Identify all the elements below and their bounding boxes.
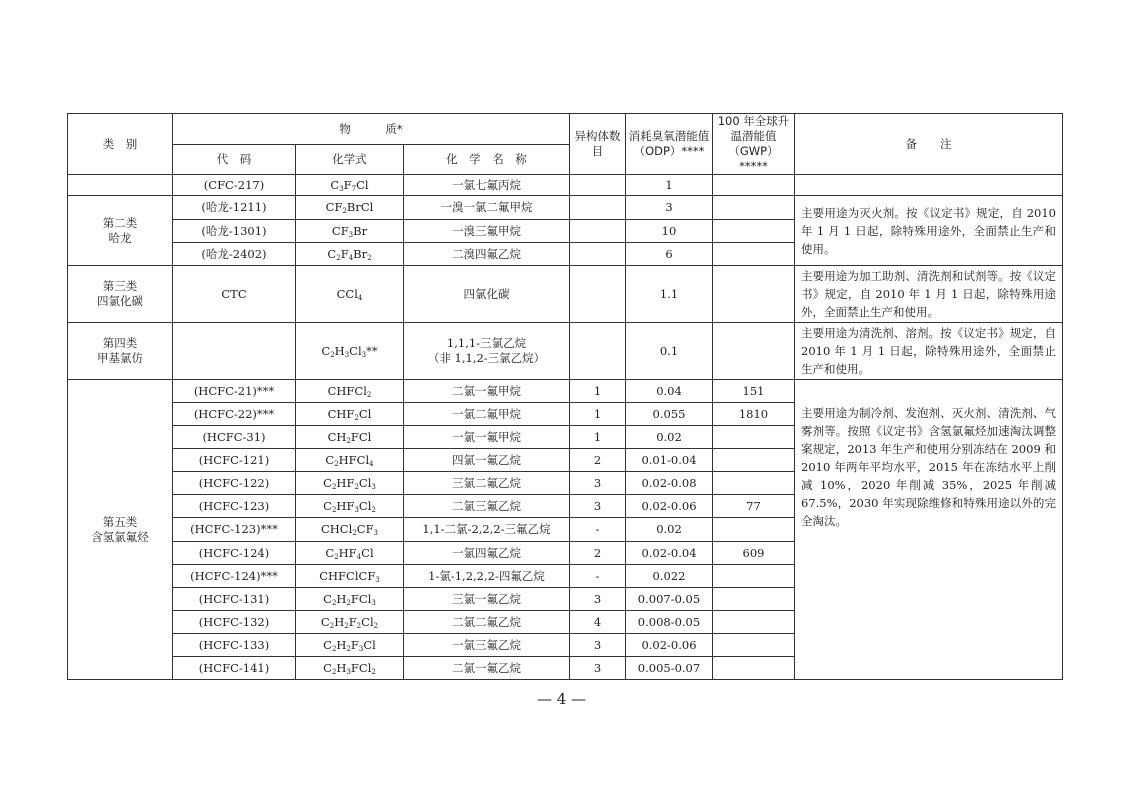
remarks-cell: 主要用途为加工助剂、清洗剂和试剂等。按《议定书》规定，自 2010 年 1 月 1 日起，除特殊用途外，全面禁止生产和使用。 bbox=[795, 266, 1063, 323]
substance-table bbox=[67, 113, 1063, 680]
gwp-cell: 77 bbox=[713, 495, 795, 518]
formula-subscript: 4 bbox=[348, 253, 354, 262]
chem-name-cell: 四氯化碳 bbox=[404, 266, 570, 323]
odp-cell: 0.022 bbox=[626, 565, 713, 588]
odp-cell: 0.04 bbox=[626, 380, 713, 403]
formula-text: H bbox=[334, 614, 345, 629]
isomers-cell: 3 bbox=[570, 495, 626, 518]
chem-name-cell: 二氯一氟乙烷 bbox=[404, 657, 570, 680]
formula-subscript: 2 bbox=[336, 253, 341, 262]
formula-text: H bbox=[336, 591, 347, 606]
formula-text: FCl bbox=[350, 591, 372, 606]
formula-text: Cl bbox=[363, 637, 376, 652]
category-cell: 第五类 含氢氯氟烃 bbox=[68, 380, 173, 680]
formula-subscript: 2 bbox=[366, 390, 372, 399]
gwp-cell bbox=[713, 449, 795, 472]
chem-name-cell: 一溴三氟甲烷 bbox=[404, 220, 570, 243]
formula-cell bbox=[296, 220, 404, 243]
gwp-cell: 1810 bbox=[713, 403, 795, 426]
formula-subscript: 2 bbox=[346, 644, 351, 653]
code-cell: (哈龙-2402) bbox=[173, 243, 296, 266]
formula-text: C bbox=[323, 591, 332, 606]
table-row bbox=[68, 380, 1063, 403]
chem-name-cell: 1,1,1-三氯乙烷 （非 1,1,2-三氯乙烷） bbox=[404, 323, 570, 380]
formula-subscript: 3 bbox=[375, 575, 380, 584]
formula-subscript: 3 bbox=[371, 598, 376, 607]
odp-cell: 10 bbox=[626, 220, 713, 243]
category-cell: 第三类 四氯化碳 bbox=[68, 266, 173, 323]
formula-text: Br bbox=[353, 246, 368, 261]
formula-text: F bbox=[343, 177, 352, 192]
gwp-cell bbox=[713, 657, 795, 680]
formula-text: F bbox=[340, 246, 349, 261]
formula-text: C bbox=[323, 660, 332, 675]
code-cell: CTC bbox=[173, 266, 296, 323]
code-cell: (HCFC-131) bbox=[173, 588, 296, 611]
formula-subscript: 2 bbox=[354, 482, 359, 491]
formula-cell bbox=[296, 266, 404, 323]
formula-text: C bbox=[327, 246, 337, 261]
formula-subscript: 2 bbox=[329, 621, 335, 630]
code-cell: (HCFC-122) bbox=[173, 472, 296, 495]
formula-cell bbox=[296, 634, 404, 657]
isomers-cell: 4 bbox=[570, 611, 626, 634]
formula-subscript: 4 bbox=[357, 293, 363, 302]
formula-subscript: 2 bbox=[334, 459, 339, 468]
formula-text: HF bbox=[336, 475, 355, 490]
isomers-cell: 1 bbox=[570, 403, 626, 426]
header-odp: 消耗臭氧潜能值（ODP）**** bbox=[626, 114, 713, 175]
formula-text: C bbox=[325, 452, 335, 467]
odp-cell: 0.02-0.08 bbox=[626, 472, 713, 495]
chem-name-cell: 二溴四氟乙烷 bbox=[404, 243, 570, 266]
formula-subscript: 3 bbox=[371, 482, 376, 491]
odp-cell: 0.02-0.06 bbox=[626, 495, 713, 518]
formula-text: Cl bbox=[349, 343, 362, 358]
gwp-cell bbox=[713, 588, 795, 611]
chem-name-cell: 二氯三氟乙烷 bbox=[404, 495, 570, 518]
formula-text: C bbox=[325, 545, 335, 560]
formula-text: FCl bbox=[350, 660, 372, 675]
odp-cell: 1.1 bbox=[626, 266, 713, 323]
isomers-cell bbox=[570, 220, 626, 243]
isomers-cell: 3 bbox=[570, 657, 626, 680]
odp-cell: 0.008-0.05 bbox=[626, 611, 713, 634]
gwp-cell bbox=[713, 426, 795, 449]
odp-cell: 0.02 bbox=[626, 426, 713, 449]
formula-subscript: 2 bbox=[346, 598, 351, 607]
formula-cell bbox=[296, 565, 404, 588]
formula-subscript: 3 bbox=[344, 350, 350, 359]
odp-cell: 6 bbox=[626, 243, 713, 266]
formula-text: CF bbox=[331, 223, 349, 238]
odp-cell: 0.1 bbox=[626, 323, 713, 380]
formula-text: CF bbox=[356, 522, 374, 536]
code-cell: (HCFC-121) bbox=[173, 449, 296, 472]
formula-subscript: 2 bbox=[371, 667, 376, 676]
formula-cell bbox=[296, 588, 404, 611]
formula-text: HF bbox=[336, 498, 355, 513]
table-row bbox=[68, 323, 1063, 380]
chem-name-cell: 三氯二氟乙烷 bbox=[404, 472, 570, 495]
odp-cell: 3 bbox=[626, 196, 713, 220]
isomers-cell bbox=[570, 175, 626, 196]
formula-text: CHFCl bbox=[327, 383, 367, 398]
category-cell: 第二类 哈龙 bbox=[68, 196, 173, 266]
formula-text: C bbox=[323, 475, 332, 490]
code-cell: (CFC-217) bbox=[173, 175, 296, 196]
code-cell: (哈龙-1211) bbox=[173, 196, 296, 220]
code-cell: (HCFC-141) bbox=[173, 657, 296, 680]
formula-text: FCl bbox=[350, 429, 372, 444]
formula-text: ** bbox=[366, 343, 378, 358]
formula-subscript: 2 bbox=[331, 667, 337, 676]
formula-text: CHFClCF bbox=[319, 568, 376, 583]
chem-name-cell: 一氯七氟丙烷 bbox=[404, 175, 570, 196]
header-category: 类 别 bbox=[68, 114, 173, 175]
formula-subscript: 3 bbox=[373, 529, 379, 537]
formula-subscript: 2 bbox=[330, 350, 335, 359]
gwp-cell bbox=[713, 175, 795, 196]
isomers-cell: - bbox=[570, 518, 626, 542]
formula-text: F bbox=[350, 637, 359, 652]
isomers-cell: 3 bbox=[570, 634, 626, 657]
chem-name-cell: 一氯一氟甲烷 bbox=[404, 426, 570, 449]
formula-text: F bbox=[348, 614, 357, 629]
formula-subscript: 2 bbox=[344, 621, 349, 630]
isomers-cell: 3 bbox=[570, 588, 626, 611]
chem-name-cell: 一溴一氯二氟甲烷 bbox=[404, 196, 570, 220]
formula-subscript: 3 bbox=[339, 184, 344, 193]
header-remarks: 备 注 bbox=[795, 114, 1063, 175]
formula-cell bbox=[296, 426, 404, 449]
code-cell: (HCFC-123) bbox=[173, 495, 296, 518]
formula-subscript: 2 bbox=[373, 621, 379, 630]
odp-cell: 0.005-0.07 bbox=[626, 657, 713, 680]
formula-text: BrCl bbox=[346, 200, 374, 214]
formula-subscript: 2 bbox=[367, 253, 372, 262]
isomers-cell: 2 bbox=[570, 542, 626, 565]
formula-subscript: 4 bbox=[369, 459, 374, 468]
formula-subscript: 2 bbox=[331, 505, 337, 514]
table-row bbox=[68, 175, 1063, 196]
formula-subscript: 2 bbox=[331, 598, 337, 607]
formula-text: Cl bbox=[361, 545, 374, 560]
header-chem-name: 化 学 名 称 bbox=[404, 145, 570, 175]
formula-subscript: 2 bbox=[371, 505, 376, 514]
formula-text: Br bbox=[353, 223, 368, 238]
chem-name-cell: 四氯一氟乙烷 bbox=[404, 449, 570, 472]
code-cell: (HCFC-31) bbox=[173, 426, 296, 449]
odp-cell: 0.055 bbox=[626, 403, 713, 426]
formula-subscript: 2 bbox=[356, 621, 362, 630]
formula-subscript: 3 bbox=[348, 230, 354, 239]
gwp-cell bbox=[713, 634, 795, 657]
formula-cell bbox=[296, 611, 404, 634]
formula-subscript: 2 bbox=[334, 552, 339, 561]
category-cell: 第四类 甲基氯仿 bbox=[68, 323, 173, 380]
formula-text: Cl bbox=[358, 475, 372, 490]
formula-cell bbox=[296, 657, 404, 680]
code-cell: (HCFC-123)*** bbox=[173, 518, 296, 542]
odp-cell: 0.007-0.05 bbox=[626, 588, 713, 611]
gwp-cell bbox=[713, 565, 795, 588]
formula-subscript: 4 bbox=[356, 552, 362, 561]
gwp-cell bbox=[713, 611, 795, 634]
formula-cell bbox=[296, 403, 404, 426]
code-cell: (哈龙-1301) bbox=[173, 220, 296, 243]
formula-subscript: 7 bbox=[351, 184, 357, 193]
header-isomers: 异构体数目 bbox=[570, 114, 626, 175]
chem-name-cell: 二氯一氟甲烷 bbox=[404, 380, 570, 403]
chem-name-cell: 二氯二氟乙烷 bbox=[404, 611, 570, 634]
formula-cell bbox=[296, 518, 404, 542]
remarks-cell: 主要用途为灭火剂。按《议定书》规定，自 2010 年 1 月 1 日起，除特殊用途外，全面禁止生产和使用。 bbox=[795, 196, 1063, 266]
formula-text: Cl bbox=[356, 177, 369, 192]
formula-cell bbox=[296, 380, 404, 403]
formula-subscript: 2 bbox=[354, 413, 359, 422]
formula-subscript: 2 bbox=[331, 482, 337, 491]
formula-cell bbox=[296, 323, 404, 380]
formula-text: Cl bbox=[358, 406, 372, 421]
code-cell: (HCFC-22)*** bbox=[173, 403, 296, 426]
isomers-cell: 1 bbox=[570, 380, 626, 403]
code-cell: (HCFC-124) bbox=[173, 542, 296, 565]
isomers-cell: - bbox=[570, 565, 626, 588]
category-cell bbox=[68, 175, 173, 196]
odp-cell: 1 bbox=[626, 175, 713, 196]
isomers-cell: 3 bbox=[570, 472, 626, 495]
formula-text: C bbox=[323, 498, 332, 513]
formula-subscript: 3 bbox=[361, 350, 367, 359]
formula-text: H bbox=[336, 637, 347, 652]
chem-name-cell: 1-氯-1,2,2,2-四氟乙烷 bbox=[404, 565, 570, 588]
gwp-cell bbox=[713, 266, 795, 323]
chem-name-cell: 一氯二氟甲烷 bbox=[404, 403, 570, 426]
gwp-cell: 151 bbox=[713, 380, 795, 403]
gwp-cell bbox=[713, 243, 795, 266]
formula-subscript: 3 bbox=[354, 505, 359, 514]
formula-text: CH bbox=[327, 429, 347, 444]
gwp-cell bbox=[713, 220, 795, 243]
formula-subscript: 2 bbox=[342, 207, 347, 215]
formula-cell bbox=[296, 495, 404, 518]
formula-text: H bbox=[336, 660, 347, 675]
formula-text: HF bbox=[338, 545, 357, 560]
formula-subscript: 3 bbox=[346, 667, 351, 676]
code-cell: (HCFC-124)*** bbox=[173, 565, 296, 588]
formula-text: CF bbox=[325, 200, 343, 214]
remarks-cell bbox=[795, 175, 1063, 196]
formula-subscript: 2 bbox=[331, 644, 337, 653]
gwp-cell bbox=[713, 518, 795, 542]
chem-name-cell: 一氯四氟乙烷 bbox=[404, 542, 570, 565]
formula-text: CHCl bbox=[320, 522, 353, 536]
formula-text: HFCl bbox=[338, 452, 370, 467]
isomers-cell bbox=[570, 243, 626, 266]
formula-text: Cl bbox=[358, 498, 372, 513]
isomers-cell bbox=[570, 266, 626, 323]
code-cell: (HCFC-132) bbox=[173, 611, 296, 634]
gwp-cell: 609 bbox=[713, 542, 795, 565]
gwp-cell bbox=[713, 472, 795, 495]
formula-text: C bbox=[321, 343, 331, 358]
chem-name-cell: 1,1-二氯-2,2,2-三氟乙烷 bbox=[404, 518, 570, 542]
formula-text: CHF bbox=[327, 406, 355, 421]
chem-name-cell: 一氯三氟乙烷 bbox=[404, 634, 570, 657]
code-cell bbox=[173, 323, 296, 380]
odp-cell: 0.02-0.04 bbox=[626, 542, 713, 565]
formula-text: Cl bbox=[361, 614, 374, 629]
page-number: — 4 — bbox=[536, 690, 587, 708]
odp-cell: 0.02 bbox=[626, 518, 713, 542]
formula-cell bbox=[296, 449, 404, 472]
isomers-cell: 2 bbox=[570, 449, 626, 472]
chem-name-cell: 三氯一氟乙烷 bbox=[404, 588, 570, 611]
formula-subscript: 2 bbox=[352, 529, 357, 537]
header-code: 代 码 bbox=[173, 145, 296, 175]
formula-subscript: 2 bbox=[346, 436, 351, 445]
header-formula: 化学式 bbox=[296, 145, 404, 175]
formula-subscript: 3 bbox=[358, 644, 364, 653]
table-row bbox=[68, 196, 1063, 220]
isomers-cell bbox=[570, 323, 626, 380]
gwp-cell bbox=[713, 196, 795, 220]
formula-cell bbox=[296, 472, 404, 495]
odp-cell: 0.02-0.06 bbox=[626, 634, 713, 657]
code-cell: (HCFC-133) bbox=[173, 634, 296, 657]
isomers-cell bbox=[570, 196, 626, 220]
code-cell: (HCFC-21)*** bbox=[173, 380, 296, 403]
formula-text: C bbox=[320, 614, 330, 629]
formula-text: C bbox=[330, 177, 340, 192]
table-row bbox=[68, 266, 1063, 323]
formula-cell bbox=[296, 243, 404, 266]
formula-text: H bbox=[334, 343, 345, 358]
isomers-cell: 1 bbox=[570, 426, 626, 449]
formula-text: CCl bbox=[336, 286, 358, 301]
formula-cell bbox=[296, 542, 404, 565]
remarks-cell: 主要用途为清洗剂、溶剂。按《议定书》规定，自 2010 年 1 月 1 日起，除特殊用途外，全面禁止生产和使用。 bbox=[795, 323, 1063, 380]
formula-cell bbox=[296, 196, 404, 220]
remarks-cell: 主要用途为制冷剂、发泡剂、灭火剂、清洗剂、气雾剂等。按照《议定书》含氢氯氟烃加速淘汰调整案规定，2013 年生产和使用分别冻结在 2009 和 2010 年两年平均水平，2015 年在冻结水平上削减 10%，2020 年削减 35%，2025 年削减 67.5%，2030 年实现除维修和特殊用途以外的完全淘汰。 bbox=[795, 380, 1063, 680]
header-substance: 物 质* bbox=[173, 114, 570, 145]
formula-cell bbox=[296, 175, 404, 196]
header-gwp: 100 年全球升温潜能值（GWP）***** bbox=[713, 114, 795, 175]
formula-text: C bbox=[323, 637, 332, 652]
odp-cell: 0.01-0.04 bbox=[626, 449, 713, 472]
gwp-cell bbox=[713, 323, 795, 380]
